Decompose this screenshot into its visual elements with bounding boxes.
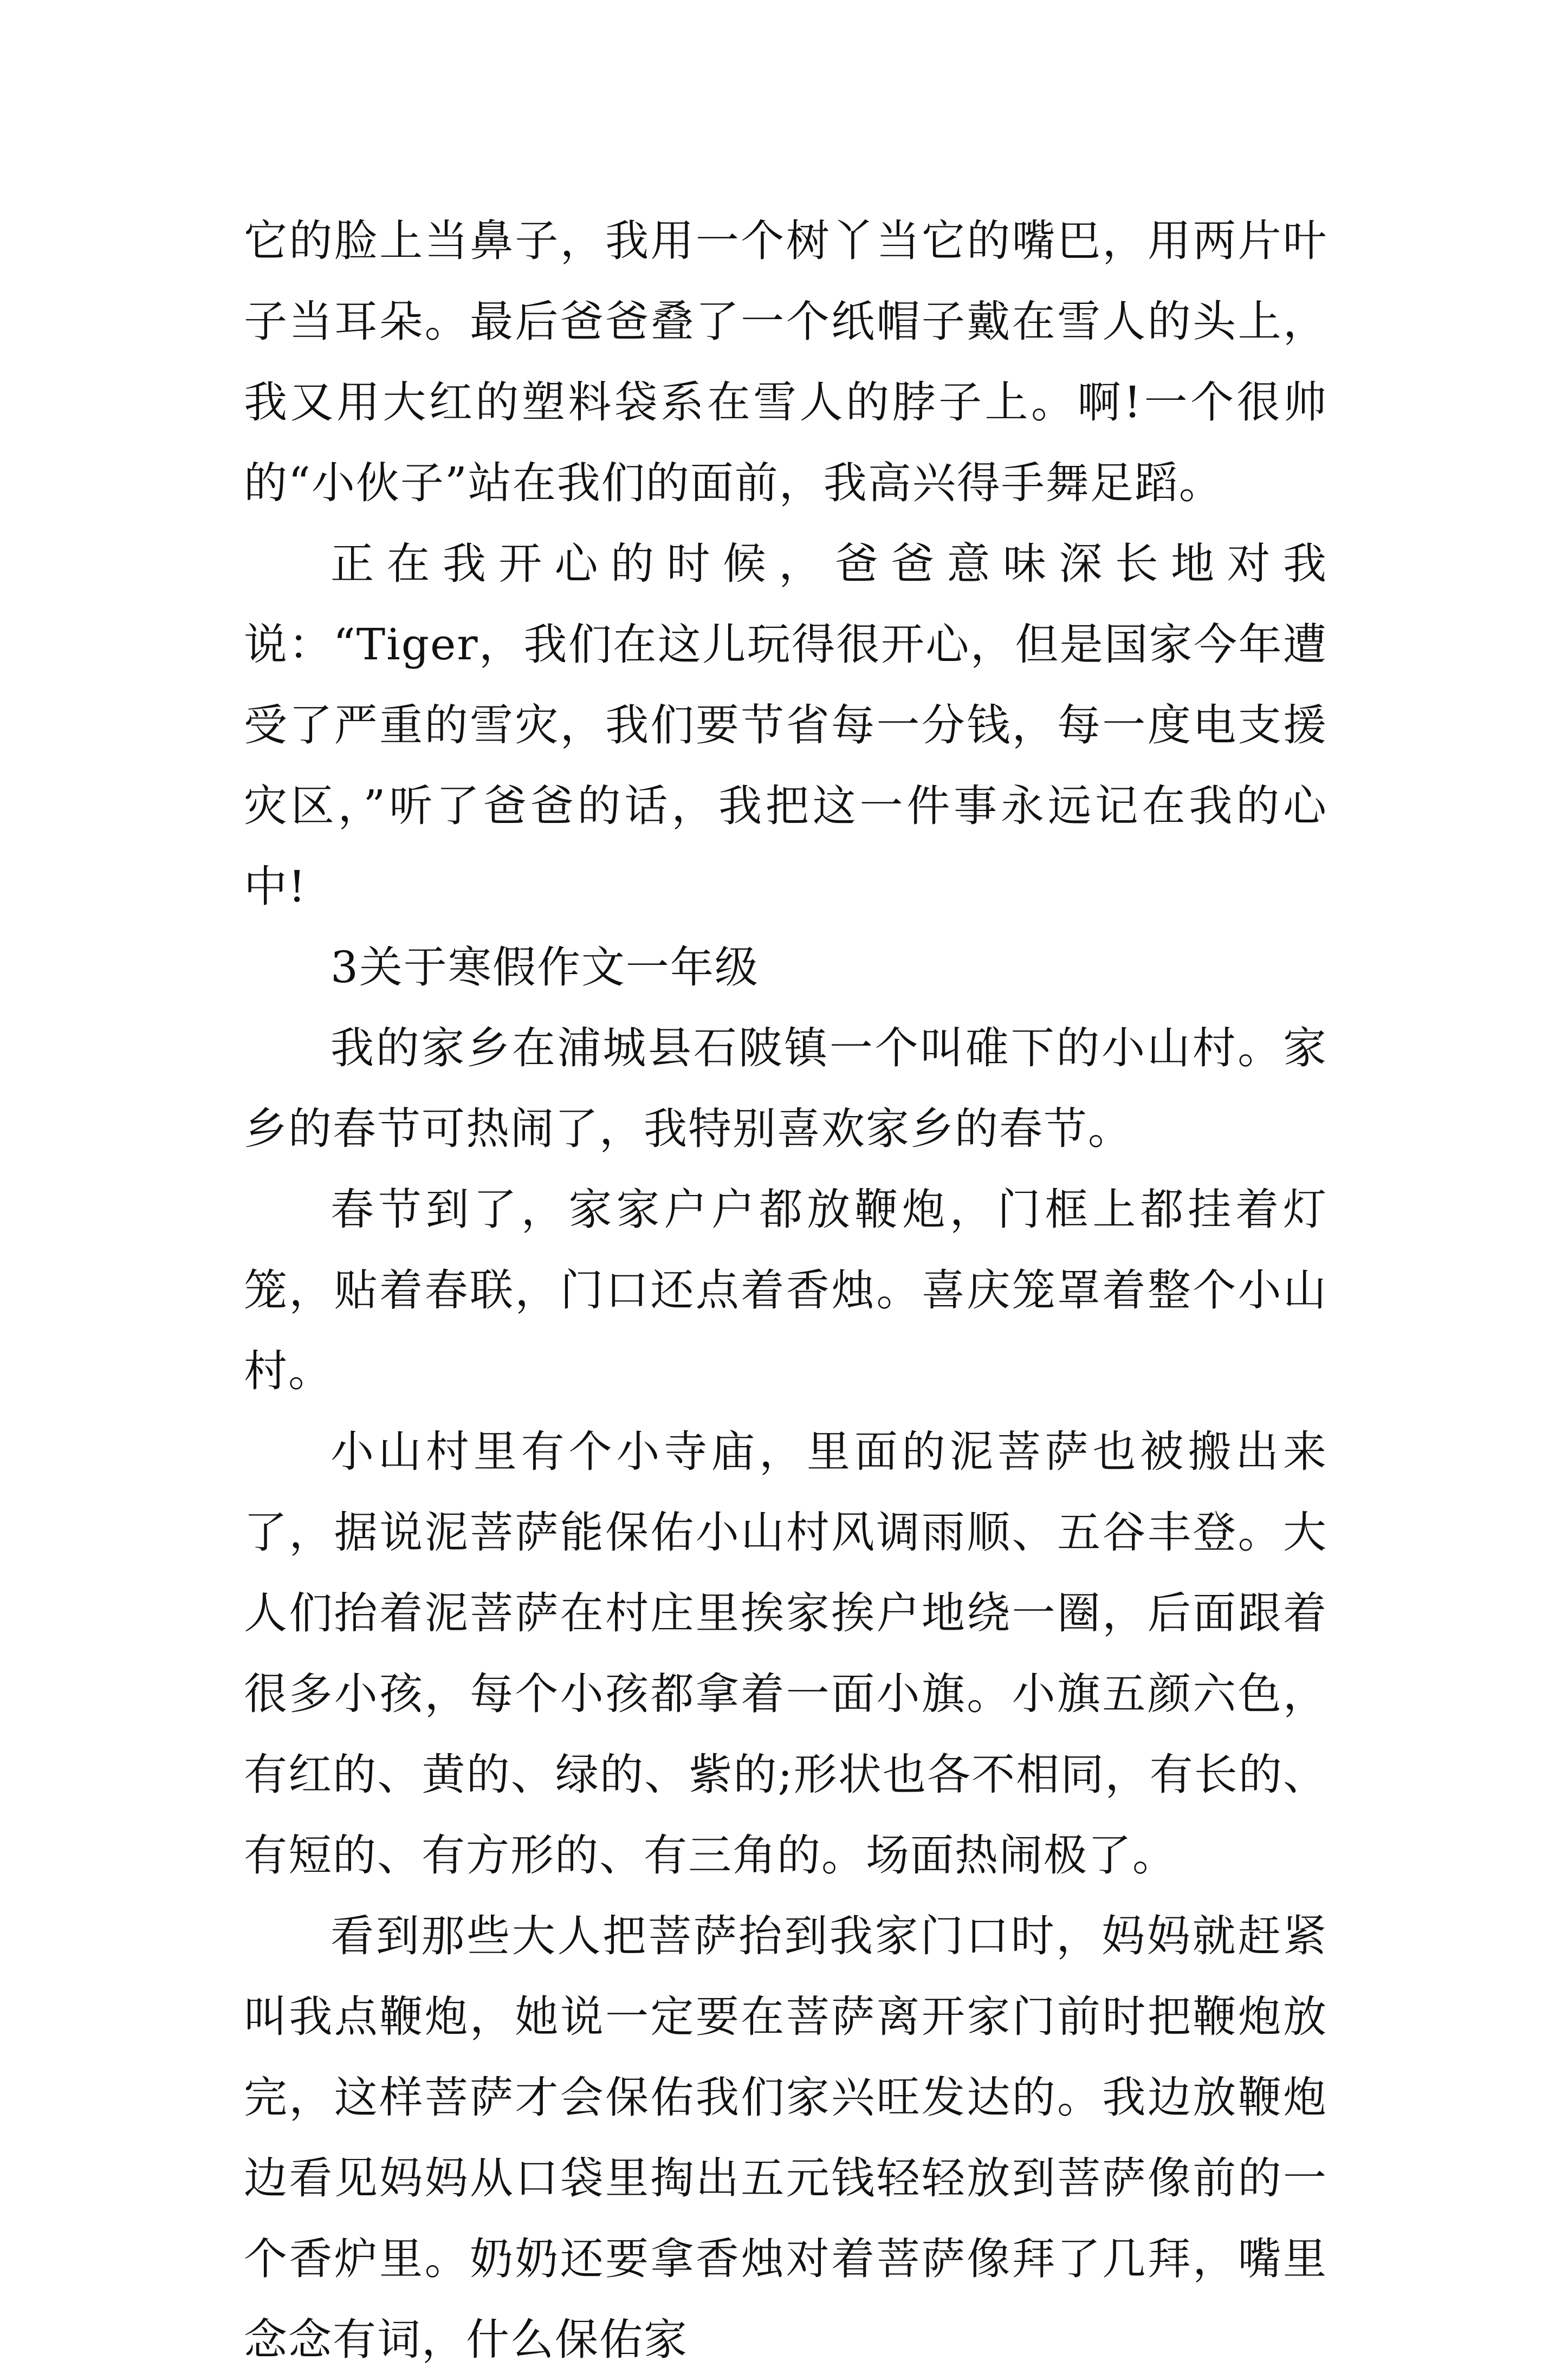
paragraph-2: 正在我开心的时候，爸爸意味深长地对我说：“Tiger，我们在这儿玩得很开心，但是国家今年遭受了严重的雪灾，我们要节省每一分钱，每一度电支援灾区，”听了爸爸的话，我把这一件事永远记在我的心中!	[244, 539, 1327, 912]
paragraph-5: 小山村里有个小寺庙，里面的泥菩萨也被搬出来了，据说泥菩萨能保佑小山村风调雨顺、五谷丰登。大人们抬着泥菩萨在村庄里挨家挨户地绕一圈，后面跟着很多小孩，每个小孩都拿着一面小旗。小旗五颜六色，有红的、黄的、绿的、紫的;形状也各不相同，有长的、有短的、有方形的、有三角的。场面热闹极了。	[244, 1426, 1327, 1880]
paragraph-1: 它的脸上当鼻子，我用一个树丫当它的嘴巴，用两片叶子当耳朵。最后爸爸叠了一个纸帽子戴在雪人的头上，我又用大红的塑料袋系在雪人的脖子上。啊!一个很帅的“小伙子”站在我们的面前，我高兴得手舞足蹈。	[244, 216, 1327, 508]
section-heading: 3关于寒假作文一年级	[331, 942, 759, 993]
paragraph-6: 看到那些大人把菩萨抬到我家门口时，妈妈就赶紧叫我点鞭炮，她说一定要在菩萨离开家门前时把鞭炮放完，这样菩萨才会保佑我们家兴旺发达的。我边放鞭炮边看见妈妈从口袋里掏出五元钱轻轻放到菩萨像前的一个香炉里。奶奶还要拿香烛对着菩萨像拜了几拜，嘴里念念有词，什么保佑家	[244, 1911, 1327, 2365]
paragraph-4: 春节到了，家家户户都放鞭炮，门框上都挂着灯笼，贴着春联，门口还点着香烛。喜庆笼罩着整个小山村。	[244, 1184, 1327, 1396]
paragraph-3: 我的家乡在浦城县石陂镇一个叫碓下的小山村。家乡的春节可热闹了，我特别喜欢家乡的春节。	[244, 1023, 1327, 1154]
body-text	[244, 200, 1327, 2380]
